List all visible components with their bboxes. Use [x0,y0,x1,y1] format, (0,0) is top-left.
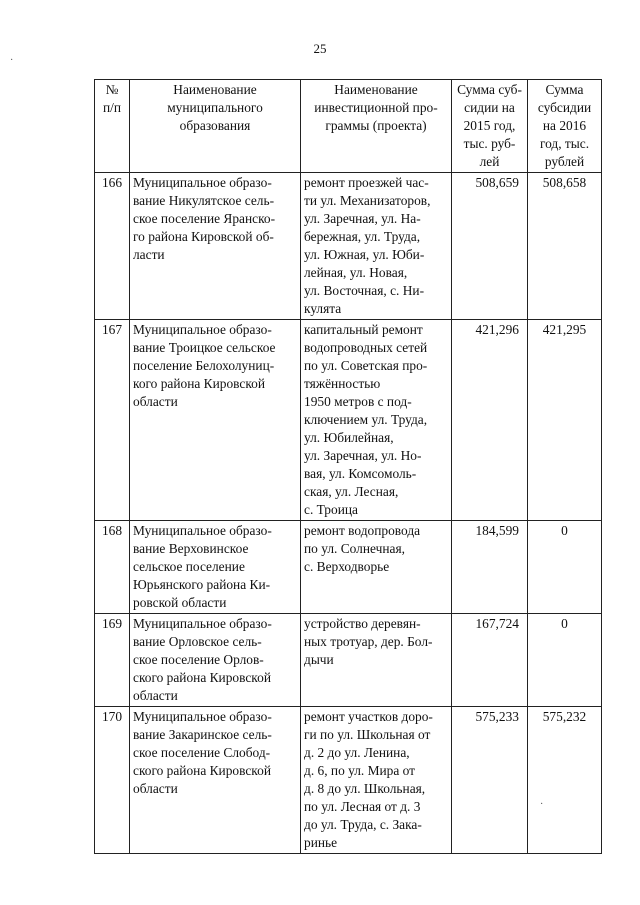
program-cell: капитальный ремонт водопроводных сетей по ул. Советская про- тяжённостью 1950 метров с под- ключением ул. Труда, ул. Юбилейная, ул. Заречная, ул. Но- вая, ул. Комсомоль- ская, ул. Лесная, с. Троица [301,320,452,521]
municipality-cell: Муниципальное образо- вание Никулятское сель- ское поселение Яранско- го района Кировской об- ласти [130,173,301,320]
header-program: Наименование инвестиционной про- граммы (проекта) [301,80,452,173]
sum-2016-cell: 0 [528,614,602,707]
table-row [95,320,602,521]
row-number: 166 [95,173,130,320]
page-number: 25 [313,41,327,56]
sum-2015-cell: 575,233 [452,707,528,854]
row-number: 169 [95,614,130,707]
table-row [95,614,602,707]
scan-dot: · [10,55,14,66]
header-sum-2016: Сумма субсидии на 2016 год, тыс. рублей [528,80,602,173]
municipality-cell: Муниципальное образо- вание Закаринское сель- ское поселение Слобод- ского района Кировской области [130,707,301,854]
sum-2015-cell: 167,724 [452,614,528,707]
header-municipality: Наименование муниципального образования [130,80,301,173]
sum-2015-cell: 184,599 [452,521,528,614]
table-row [95,521,602,614]
sum-2016-cell: 0 [528,521,602,614]
row-number: 168 [95,521,130,614]
sum-2015-cell: 508,659 [452,173,528,320]
municipality-cell: Муниципальное образо- вание Верховинское сельское поселение Юрьянского района Ки- ровской области [130,521,301,614]
header-number: № п/п [95,80,130,173]
sum-2016-cell: 508,658 [528,173,602,320]
row-number: 170 [95,707,130,854]
table-row [95,707,602,854]
subsidy-table [94,79,602,854]
scan-dot: · [540,799,544,810]
sum-2016-cell: 575,232 [528,707,602,854]
program-cell: ремонт проезжей час- ти ул. Механизаторов, ул. Заречная, ул. На- бережная, ул. Труда, ул. Южная, ул. Юби- лейная, ул. Новая, ул. Восточная, с. Ни- кулята [301,173,452,320]
header-sum-2015: Сумма суб- сидии на 2015 год, тыс. руб- лей [452,80,528,173]
table-header-row [95,80,602,173]
municipality-cell: Муниципальное образо- вание Троицкое сельское поселение Белохолуниц- кого района Кировской области [130,320,301,521]
program-cell: ремонт водопровода по ул. Солнечная, с. Верходворье [301,521,452,614]
program-cell: устройство деревян- ных тротуар, дер. Бол- дычи [301,614,452,707]
sum-2016-cell: 421,295 [528,320,602,521]
table-row [95,173,602,320]
row-number: 167 [95,320,130,521]
municipality-cell: Муниципальное образо- вание Орловское сель- ское поселение Орлов- ского района Кировской области [130,614,301,707]
program-cell: ремонт участков доро- ги по ул. Школьная от д. 2 до ул. Ленина, д. 6, по ул. Мира от д. 8 до ул. Школьная, по ул. Лесная от д. 3 до ул. Труда, с. Зака- ринье [301,707,452,854]
sum-2015-cell: 421,296 [452,320,528,521]
